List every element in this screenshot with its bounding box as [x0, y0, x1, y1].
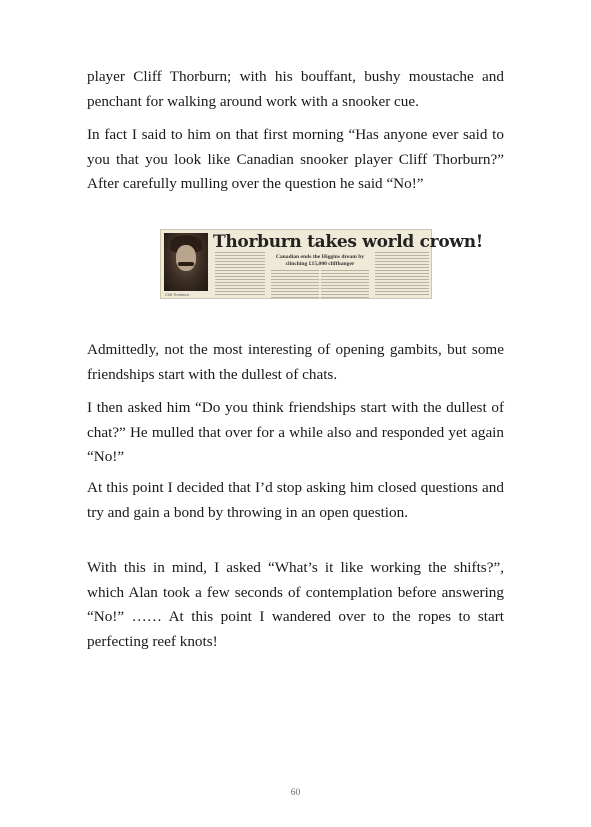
clipping-text-column — [321, 270, 369, 298]
clipping-text-column — [375, 252, 429, 296]
clipping-text-column — [271, 270, 319, 298]
clipping-subheadline: Canadian ends the Higgins dream by clinching £15,000 cliffhanger — [275, 254, 365, 267]
clipping-text-column — [215, 252, 265, 296]
paragraph-4: I then asked him “Do you think friendships start with the dullest of chat?” He mulled that over for a while also and responded yet again “No!” — [87, 399, 504, 466]
paragraph-3: Admittedly, not the most interesting of opening gambits, but some friendships start with the dullest of chats. — [87, 341, 504, 383]
paragraph-5: At this point I decided that I’d stop asking him closed questions and try and gain a bond by throwing in an open question. — [87, 479, 504, 521]
paragraph-1: player Cliff Thorburn; with his bouffant, bushy moustache and penchant for walking around work with a snooker cue. — [87, 68, 504, 110]
clipping-photo-caption: Cliff Thorburn — [165, 292, 190, 297]
paragraph-6: With this in mind, I asked “What’s it like working the shifts?”, which Alan took a few seconds of contemplation before answering “No!” …… At this point I wandered over to the ropes to start perfecting reef knots! — [87, 559, 504, 650]
paragraph-2: In fact I said to him on that first morning “Has anyone ever said to you that you look like Canadian snooker player Cliff Thorburn?” After carefully mulling over the question he said “No!” — [87, 126, 504, 193]
clipping-headline: Thorburn takes world crown! — [213, 232, 483, 252]
page-number: 60 — [290, 788, 301, 798]
newspaper-clipping — [160, 229, 483, 299]
clipping-photo — [164, 233, 208, 291]
